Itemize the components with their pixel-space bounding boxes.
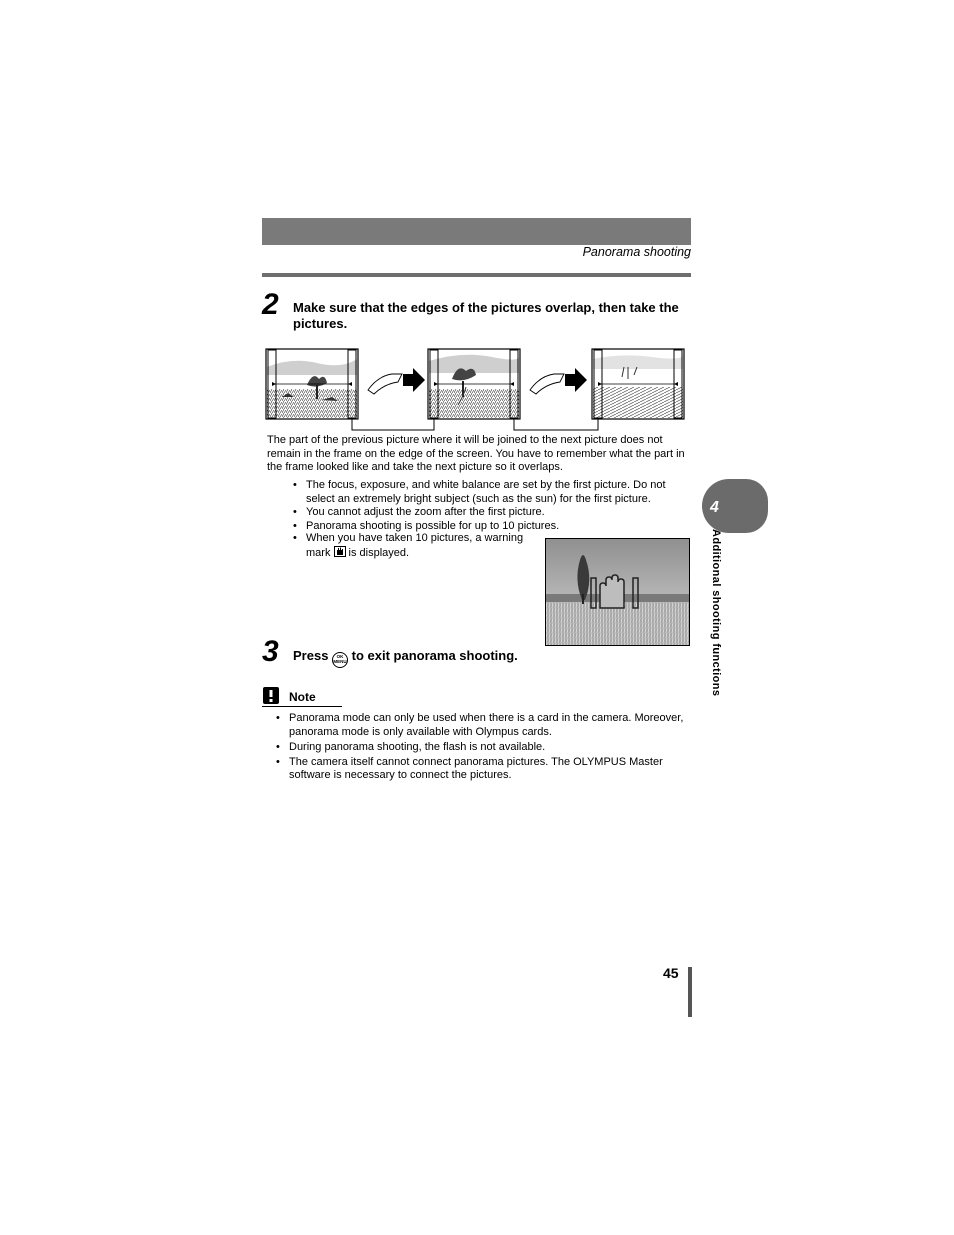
warning-screen-photo <box>545 538 690 646</box>
list-item: • You cannot adjust the zoom after the first picture. <box>293 506 691 520</box>
menu-label: MENU <box>333 659 347 664</box>
list-item: • Panorama mode can only be used when there is a card in the camera. Moreover, panorama mode is only available with Olympus cards. <box>276 712 692 739</box>
header-bar <box>262 218 691 245</box>
body-paragraph: The part of the previous picture where it will be joined to the next picture does not remain in the frame on the edge of the screen. You have to remember what the part in the frame looked like and take the next picture so it overlaps. <box>267 434 685 473</box>
warning-hand-icon <box>334 546 346 557</box>
list-item <box>293 532 543 560</box>
panorama-frame-3 <box>592 349 684 419</box>
overlap-connector <box>514 419 598 430</box>
camera-sweep-icon <box>368 374 402 394</box>
bullet-list <box>293 479 691 533</box>
note-icon <box>263 687 279 704</box>
chapter-number: 4 <box>710 499 719 516</box>
ok-menu-button-icon <box>332 652 348 668</box>
note-list <box>276 712 692 783</box>
warning-text-before: When you have taken 10 pictures, a warning mark <box>306 532 524 559</box>
step-2-number: 2 <box>262 288 279 321</box>
panorama-frame-1 <box>266 349 358 419</box>
step-3-number: 3 <box>262 635 279 668</box>
page-number-bar <box>688 967 692 1017</box>
list-item: • The camera itself cannot connect panorama pictures. The OLYMPUS Master software is necessary to connect the pictures. <box>276 756 692 783</box>
note-rule <box>262 706 342 707</box>
step-3-text <box>293 648 673 668</box>
arrow-right-icon <box>565 368 587 392</box>
running-header: Panorama shooting <box>582 245 691 259</box>
page-number: 45 <box>663 965 679 981</box>
overlap-connector <box>352 419 434 430</box>
arrow-right-icon <box>403 368 425 392</box>
step-2-text: Make sure that the edges of the pictures overlap, then take the pictures. <box>293 300 679 331</box>
list-item: • During panorama shooting, the flash is not available. <box>276 741 692 755</box>
list-item: • The focus, exposure, and white balance are set by the first picture. Do not select an extremely bright subject (such as the sun) for the first picture. <box>293 479 691 506</box>
panorama-frame-2 <box>428 349 520 419</box>
header-rule <box>262 273 691 277</box>
step-3-text-after: to exit panorama shooting. <box>348 648 518 663</box>
chapter-title: Additional shooting functions <box>710 529 722 697</box>
camera-sweep-icon <box>530 374 564 394</box>
ok-label: OK <box>336 654 344 659</box>
step-3-text-before: Press <box>293 648 333 663</box>
list-item: • Panorama shooting is possible for up to 10 pictures. <box>293 520 691 534</box>
bullet-list-warning <box>293 532 543 560</box>
note-label: Note <box>289 690 316 704</box>
warning-text-after: is displayed. <box>345 546 410 559</box>
